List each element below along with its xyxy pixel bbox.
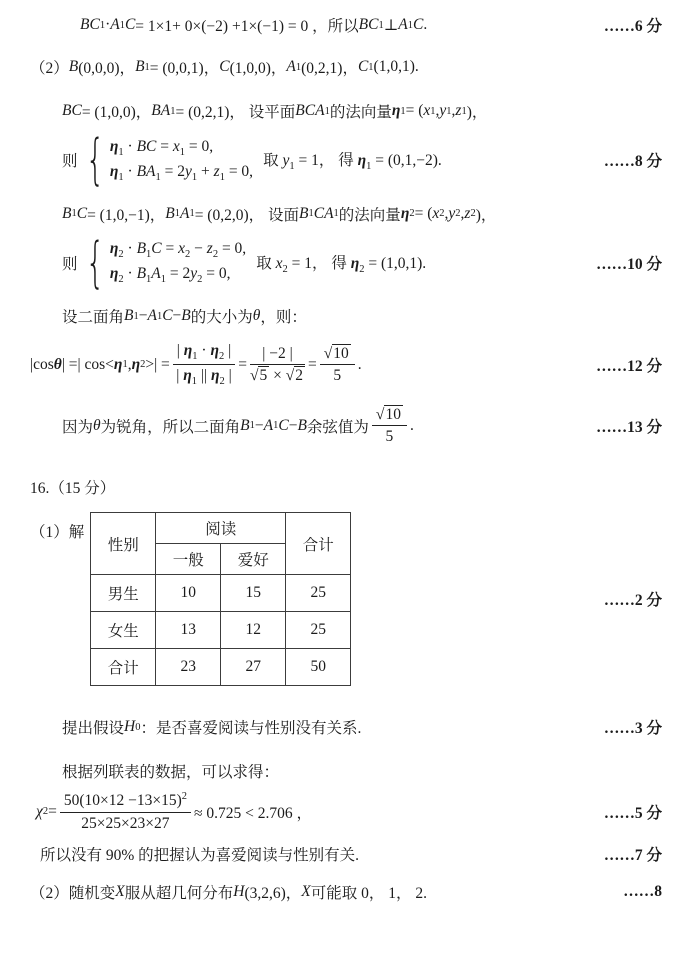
table-header-reading: 阅读 (156, 513, 286, 544)
system-body (78, 128, 442, 191)
score-mark: ……3 分 (603, 720, 662, 738)
table-cell: 女生 (91, 612, 156, 649)
system-prefix: 则 (62, 153, 78, 171)
table-block (30, 512, 351, 686)
table-cell: 23 (156, 649, 221, 686)
heading-text: 16.（15 分） (30, 480, 116, 498)
table-cell: 12 (221, 612, 286, 649)
score-mark: ……6 分 (603, 18, 662, 35)
equation: $\eta_1 \cdot BA_1 = 2y_1 + z_1 = 0$, (109, 162, 254, 183)
score-mark: ……2 分 (603, 592, 662, 610)
system-result: 取 $y_1 = 1$， 得 $\eta_1 = (0,1,-2)$. (263, 152, 442, 173)
score-mark: ……7 分 (603, 847, 662, 865)
table-row-male (91, 575, 351, 612)
contingency-table (90, 512, 351, 686)
brace-icon: { (85, 230, 105, 294)
table-subheader-general: 一般 (156, 544, 221, 575)
table-cell: 10 (156, 575, 221, 612)
math-text: 提出假设 H 0 ：是否喜爱阅读与性别没有关系. (62, 718, 362, 738)
score-mark: ……8 (623, 883, 662, 901)
table-row-female (91, 612, 351, 649)
solution-line-chi-square (30, 790, 662, 833)
math-text: （2） B (0,0,0)， B 1 = (0,0,1)， C (1,0,0)， A 1 (0,2,1)， C 1 (1,0,1). (30, 58, 419, 77)
math-text: |cos θ | =| cos< η 1 , η 2 >| = $\frac{| \eta_1 \cdot \eta_2 |}{| \eta_1 || \eta_2 |}$ = $\frac{| -2 |}{√5 \times √2}$ = $\frac{√10}{5}$ . (30, 342, 362, 388)
solution-line-table (30, 512, 662, 686)
score-mark: ……12 分 (596, 357, 662, 375)
solution-line-normal1-setup (30, 100, 662, 122)
equation: $\eta_2 \cdot B_1A_1 = 2y_2 = 0$, (109, 265, 231, 286)
system-prefix: 则 (62, 255, 78, 273)
table-cell: 25 (286, 575, 351, 612)
math-text: （2）随机变 X 服从超几何分布 H (3,2,6)， X 可能取 0， 1， 2. (30, 883, 428, 903)
table-cell: 25 (286, 612, 351, 649)
table-subheader-love: 爱好 (221, 544, 286, 575)
solution-line-dot-product (30, 14, 662, 36)
solution-line-cosine (30, 341, 662, 388)
solution-line-normal2-setup (30, 203, 662, 225)
table-cell: 27 (221, 649, 286, 686)
math-text: 设二面角 B 1 − A 1 C − B 的大小为 θ ，则： (62, 307, 307, 327)
math-text: 根据列联表的数据，可以求得： (62, 764, 280, 782)
part1-label: （1）解 (30, 524, 85, 542)
system-equations (110, 138, 253, 183)
solution-line-from-table (30, 760, 662, 782)
table-row-total (91, 649, 351, 686)
problem-16-heading (30, 476, 662, 498)
system-result: 取 $x_2 = 1$， 得 $\eta_2 = (1,0,1)$. (256, 254, 427, 275)
math-text: 所以没有 90% 的把握认为喜爱阅读与性别有关. (40, 847, 360, 865)
score-mark: ……13 分 (596, 418, 662, 436)
system-body (78, 230, 427, 294)
brace-icon: { (85, 128, 105, 191)
table-cell: 合计 (91, 649, 156, 686)
solution-line-system2 (30, 230, 662, 294)
equation-system (30, 128, 442, 191)
equation: $\eta_2 \cdot B_1C = x_2 - z_2 = 0$, (109, 240, 247, 261)
score-mark: ……5 分 (603, 804, 662, 822)
equation: $\eta_1$ · BC = $x_1 = 0$, (109, 137, 214, 158)
math-text: 因为 θ 为锐角，所以二面角 B 1 − A 1 C − B 余弦值为 $\frac{√10}{5}$ . (62, 405, 414, 445)
solution-line-hypothesis (30, 716, 662, 738)
table-header-row (91, 513, 351, 544)
solution-line-system1 (30, 128, 662, 191)
table-header-gender: 性别 (91, 513, 156, 575)
solution-line-conclusion (30, 405, 662, 447)
table-cell: 13 (156, 612, 221, 649)
solution-line-90-percent (30, 843, 662, 865)
system-equations (110, 240, 246, 285)
table-header-total: 合计 (286, 513, 351, 575)
table-cell: 50 (286, 649, 351, 686)
table-cell: 男生 (91, 575, 156, 612)
math-text: χ 2 = $\frac{50(10\times 12 -13\times 15)^2}{25\times 25\times 23\times 27}$ ≈ 0.725 < 2.706 ， (36, 791, 313, 832)
score-mark: ……10 分 (596, 255, 662, 273)
math-text: BC 1 · A 1 C = 1×1+ 0×(−2) +1×(−1) = 0 ，所以 BC 1 ⊥ A 1 C . (80, 16, 428, 35)
equation-system (30, 230, 427, 294)
solution-line-coordinates (30, 56, 662, 78)
solution-line-dihedral-def (30, 305, 662, 327)
table-cell: 15 (221, 575, 286, 612)
math-text: BC = (1,0,0)， BA 1 = (0,2,1)， 设平面 BCA 1 的法向量 η 1 = ( x 1 , y 1 , z 1 )， (62, 102, 488, 121)
math-text: B 1 C = (1,0,−1)， B 1 A 1 = (0,2,0)， 设面 B 1 CA 1 的法向量 η 2 = ( x 2 , y 2 , z 2 )， (62, 204, 497, 224)
solution-line-hypergeometric (30, 881, 662, 903)
score-mark: ……8 分 (603, 153, 662, 171)
